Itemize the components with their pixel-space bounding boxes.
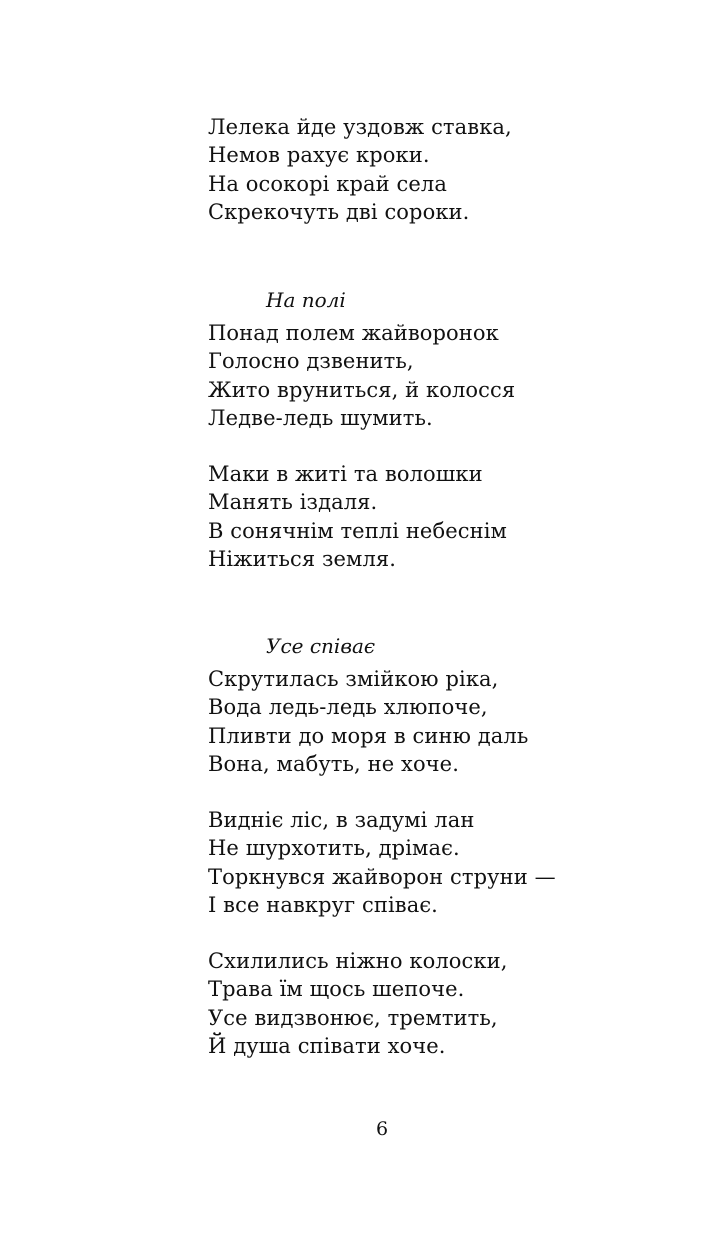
- poem-stanza: [208, 806, 688, 919]
- poem-stanza: [208, 947, 688, 1060]
- poem-title: Усе співає: [266, 634, 376, 658]
- poem-line: Й душа співати хоче.: [208, 1033, 446, 1058]
- poem-line: Видніє ліс, в задумі лан: [208, 808, 475, 832]
- poem-line: Немов рахує кроки.: [208, 143, 430, 168]
- poem-line: Усе видзвонює, тремтить,: [208, 1005, 498, 1030]
- poem-title: На полі: [266, 288, 346, 312]
- poem-line: В сонячнім теплі небеснім: [208, 518, 507, 543]
- poem-line: Схилились ніжно колоски,: [208, 949, 508, 973]
- poem-stanza: [208, 665, 688, 778]
- poem-line: Ніжиться земля.: [208, 546, 397, 571]
- poem-line: Скрутилась змійкою ріка,: [208, 667, 499, 691]
- poem-line: Лелека йде уздовж ставка,: [208, 115, 512, 139]
- poem-stanza: [208, 319, 688, 432]
- poem-line: І все навкруг співає.: [208, 892, 438, 917]
- poem-line: На осокорі край села: [208, 171, 447, 196]
- poem-line: Жито вруниться, й колосся: [208, 377, 516, 402]
- poem-line: Голосно дзвенить,: [208, 349, 414, 374]
- page-number: 6: [375, 1118, 389, 1140]
- poem-line: Ледве-ледь шумить.: [208, 405, 433, 430]
- poem-line: Торкнувся жайворон струни —: [208, 864, 556, 889]
- poem-line: Трава їм щось шепоче.: [208, 977, 465, 1002]
- poem-line: Вона, мабуть, не хоче.: [208, 751, 459, 776]
- poem-line: Понад полем жайворонок: [208, 321, 499, 345]
- poem-line: Манять іздаля.: [208, 490, 378, 515]
- poem-line: Вода ледь-ледь хлюпоче,: [208, 695, 488, 720]
- poem-line: Маки в житі та волошки: [208, 462, 483, 486]
- poem-stanza: [208, 113, 688, 226]
- poem-stanza: [208, 460, 688, 573]
- poem-line: Скрекочуть дві сороки.: [208, 199, 470, 224]
- poem-line: Не шурхотить, дрімає.: [208, 836, 460, 861]
- poem-line: Пливти до моря в синю даль: [208, 723, 529, 748]
